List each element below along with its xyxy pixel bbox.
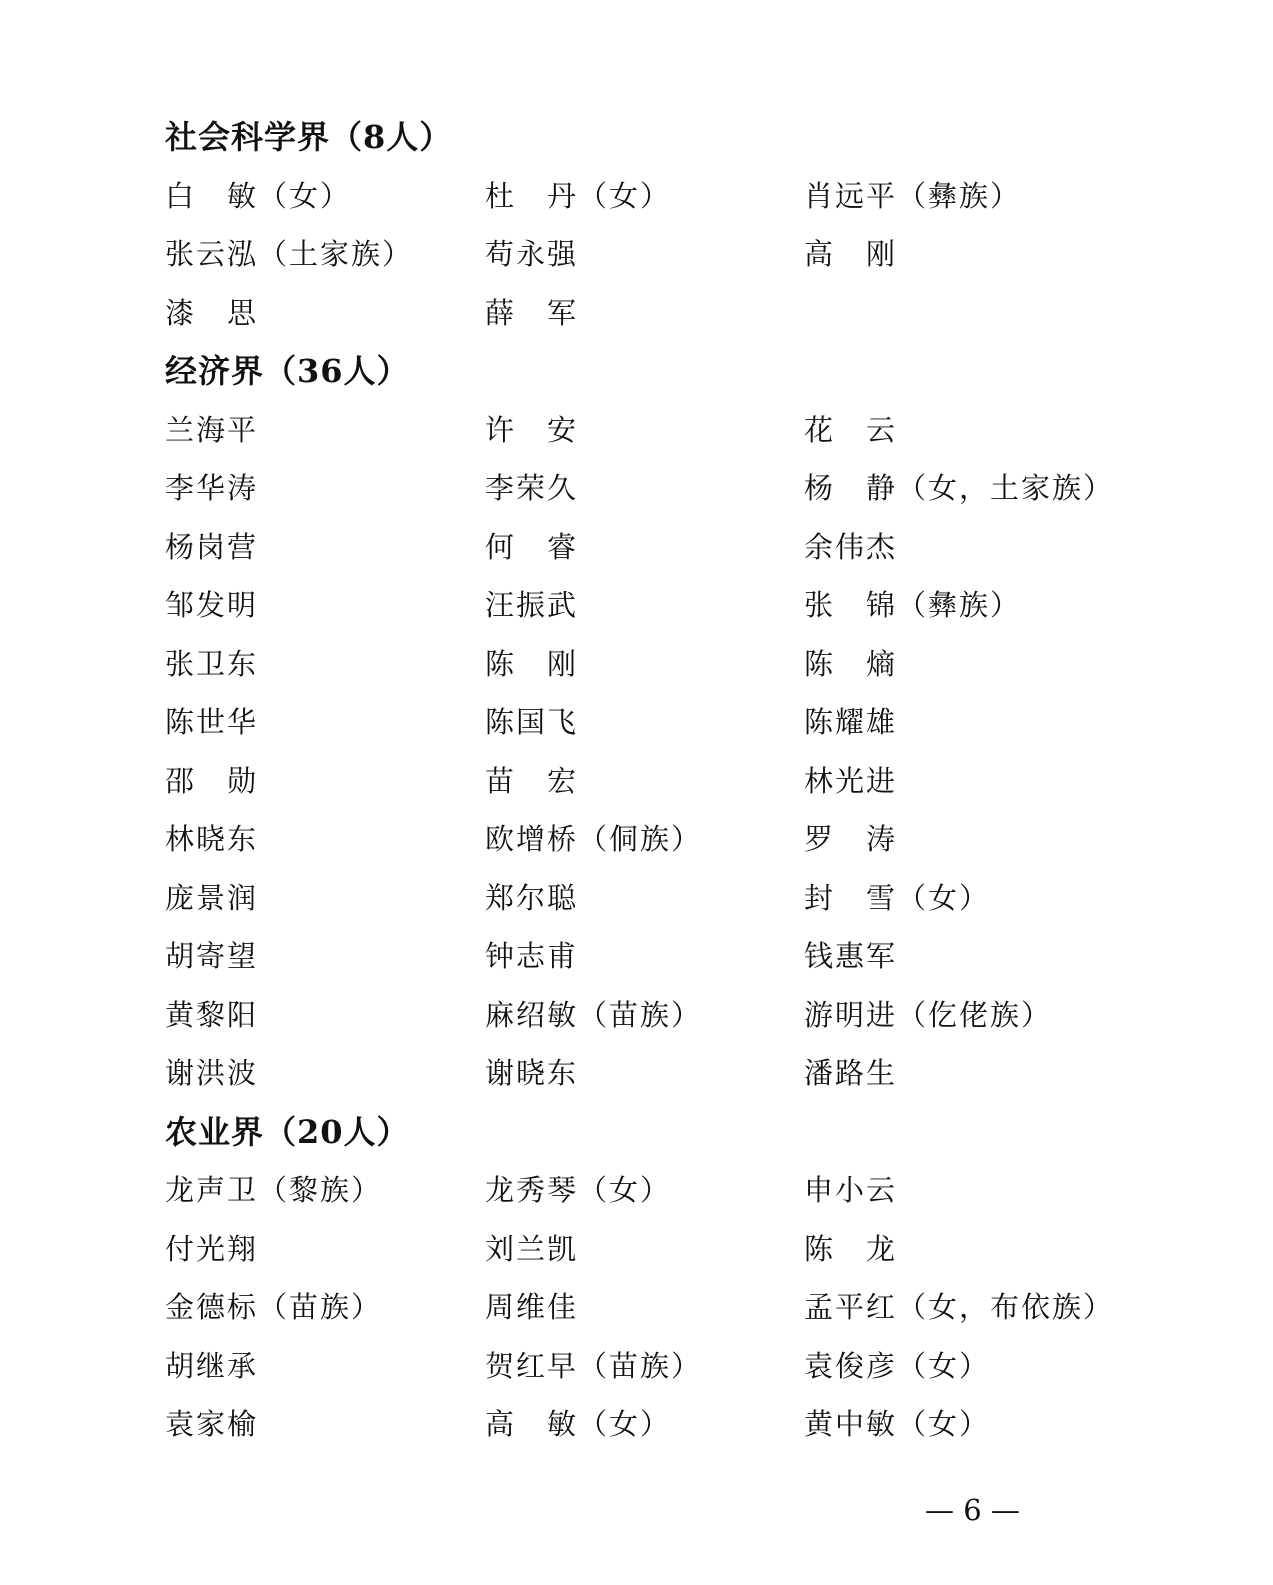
member-name: 黄中敏（女） — [804, 1407, 991, 1441]
member-name: 罗 涛 — [804, 822, 898, 856]
member-name: 游明进（仡佬族） — [804, 997, 1053, 1032]
member-name: 胡继承 — [165, 1348, 259, 1383]
member-name: 漆 思 — [165, 295, 259, 330]
member-name: 杨 静（女，土家族） — [804, 471, 1115, 505]
section-economy — [165, 342, 1145, 1103]
list-row — [165, 459, 1145, 518]
section-title: 农业界（20人） — [165, 1112, 410, 1151]
member-name: 谢晓东 — [485, 1056, 579, 1090]
member-name: 龙声卫（黎族） — [165, 1173, 383, 1207]
member-name: 邹发明 — [165, 588, 259, 622]
member-name: 陈 刚 — [485, 646, 579, 681]
list-row — [165, 986, 1145, 1045]
member-name: 邵 勋 — [165, 763, 259, 798]
list-row — [165, 1395, 1145, 1454]
member-name: 胡寄望 — [165, 939, 259, 973]
member-name: 庞景润 — [165, 880, 259, 915]
section-title: 社会科学界（8人） — [165, 118, 453, 156]
member-name — [804, 284, 1145, 343]
list-row — [165, 401, 1145, 460]
member-name: 杜 丹（女） — [485, 178, 672, 213]
list-row — [165, 1337, 1145, 1396]
member-name: 刘兰凯 — [485, 1231, 579, 1266]
member-name: 高 敏（女） — [485, 1407, 672, 1441]
list-row — [165, 225, 1145, 284]
member-name: 许 安 — [485, 412, 579, 447]
list-row — [165, 576, 1145, 635]
list-row — [165, 1278, 1145, 1337]
member-name: 余伟杰 — [804, 529, 898, 564]
list-row — [165, 635, 1145, 694]
member-name: 林光进 — [804, 763, 898, 798]
member-name: 李华涛 — [165, 471, 259, 505]
list-row — [165, 810, 1145, 869]
member-name: 张云泓（土家族） — [165, 237, 414, 271]
list-row — [165, 284, 1145, 343]
member-name: 苗 宏 — [485, 763, 579, 798]
member-list-page — [165, 108, 1145, 1454]
member-name: 付光翔 — [165, 1231, 259, 1266]
member-name: 谢洪波 — [165, 1056, 259, 1090]
list-row — [165, 167, 1145, 226]
member-name: 李荣久 — [485, 471, 579, 505]
member-name: 兰海平 — [165, 412, 259, 447]
member-name: 金德标（苗族） — [165, 1290, 383, 1324]
member-name: 申小云 — [804, 1173, 898, 1207]
list-row — [165, 518, 1145, 577]
member-name: 张卫东 — [165, 646, 259, 681]
member-name: 苟永强 — [485, 237, 579, 271]
member-name: 袁俊彦（女） — [804, 1348, 991, 1383]
list-row — [165, 1220, 1145, 1279]
list-row — [165, 1161, 1145, 1220]
section-social-science — [165, 108, 1145, 342]
member-name: 周维佳 — [485, 1290, 579, 1324]
page-number: — 6 — — [925, 1493, 1020, 1527]
member-name: 陈国飞 — [485, 705, 579, 739]
member-name: 潘路生 — [804, 1056, 898, 1090]
member-name: 薛 军 — [485, 295, 579, 330]
member-name: 钱惠军 — [804, 939, 898, 973]
list-row — [165, 869, 1145, 928]
member-name: 孟平红（女，布依族） — [804, 1290, 1115, 1324]
member-name: 高 刚 — [804, 237, 898, 271]
member-name: 陈 熵 — [804, 646, 898, 681]
member-name: 郑尔聪 — [485, 880, 579, 915]
member-name: 肖远平（彝族） — [804, 178, 1022, 213]
member-name: 袁家榆 — [165, 1407, 259, 1441]
member-name: 欧增桥（侗族） — [485, 822, 703, 856]
list-row — [165, 693, 1145, 752]
member-name: 封 雪（女） — [804, 880, 991, 915]
member-name: 陈世华 — [165, 705, 259, 739]
member-name: 汪振武 — [485, 588, 579, 622]
member-name: 麻绍敏（苗族） — [485, 997, 703, 1032]
member-name: 龙秀琴（女） — [485, 1173, 672, 1207]
member-name: 黄黎阳 — [165, 997, 259, 1032]
section-title: 经济界（36人） — [165, 352, 410, 390]
section-agriculture — [165, 1103, 1145, 1454]
member-name: 钟志甫 — [485, 939, 579, 973]
member-name: 林晓东 — [165, 822, 259, 856]
member-name: 贺红早（苗族） — [485, 1348, 703, 1383]
member-name: 陈耀雄 — [804, 705, 898, 739]
member-name: 张 锦（彝族） — [804, 588, 1022, 622]
member-name: 何 睿 — [485, 529, 579, 564]
list-row — [165, 752, 1145, 811]
member-name: 陈 龙 — [804, 1231, 898, 1266]
member-name: 杨岗营 — [165, 529, 259, 564]
list-row — [165, 927, 1145, 986]
list-row — [165, 1044, 1145, 1103]
member-name: 白 敏（女） — [165, 178, 352, 213]
member-name: 花 云 — [804, 412, 898, 447]
